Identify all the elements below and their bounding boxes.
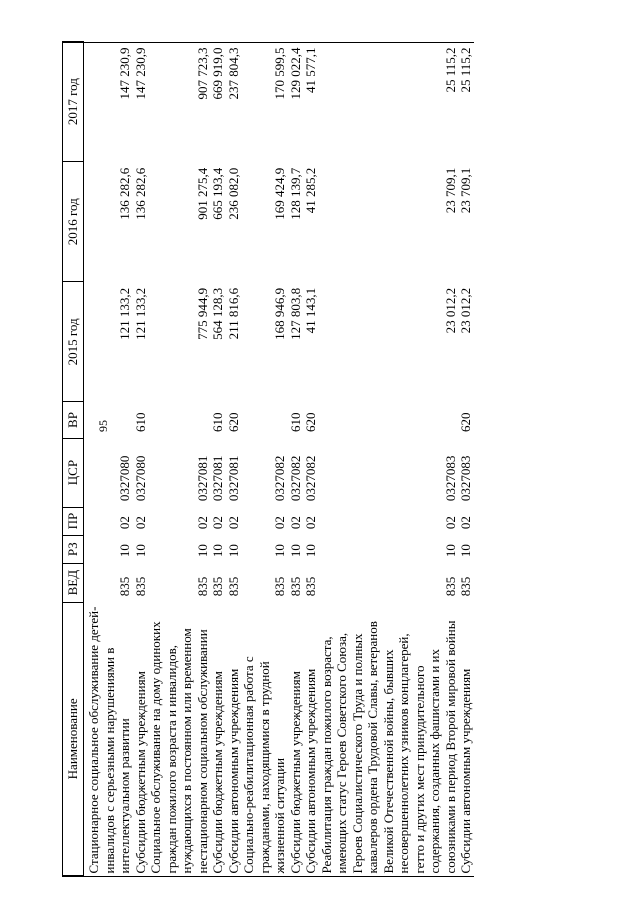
cell-2017: 41 577,1 (303, 47, 318, 93)
cell-csr: 0327080 (117, 455, 132, 502)
cell-vr (148, 402, 210, 438)
cell-ved: 835 (132, 576, 148, 597)
page-number: 95 (96, 420, 110, 432)
cell-csr: 0327081 (225, 455, 241, 502)
cell-pr: 02 (132, 516, 148, 530)
header-2017: 2017 год (63, 42, 84, 162)
cell-2016: 136 282,6 (117, 167, 132, 220)
header-2016: 2016 год (63, 162, 84, 282)
cell-ved: 835 (272, 576, 287, 597)
table-row (319, 42, 459, 876)
table-row (84, 42, 133, 876)
cell-2017: 237 804,3 (225, 47, 241, 100)
cell-2016: 23 709,1 (442, 167, 458, 214)
table-row (148, 42, 210, 876)
cell-vr: 610 (287, 412, 303, 433)
cell-2017: 669 919,0 (210, 47, 225, 100)
cell-pr: 02 (272, 516, 287, 530)
table-row (133, 42, 149, 876)
cell-2016: 41 285,2 (303, 167, 318, 214)
cell-rz: 10 (194, 544, 210, 558)
cell-2015: 127 803,8 (287, 287, 303, 340)
cell-csr: 0327082 (287, 455, 303, 502)
cell-2017: 25 115,2 (442, 47, 458, 93)
cell-vr: 620 (303, 412, 318, 433)
header-name: Наименование (63, 602, 84, 875)
cell-vr (319, 402, 459, 438)
table-frame (62, 42, 474, 877)
cell-2016: 23 709,1 (458, 167, 473, 214)
table-row (226, 42, 242, 876)
cell-name: Реабилитация граждан пожилого возраста, имеющих статус Героев Советского Союза, Героев Социалистического Труда и полных кавалеров ордена Трудовой Славы, ветеранов Великой Отечественной войны, бывших несовершеннолетних узников концлагерей, гетто и других мест принудительного содержания, созданных фашистами и их союзниками в период Второй мировой войны (318, 620, 458, 874)
cell-ved: 835 (442, 576, 458, 597)
cell-ved: 835 (225, 576, 241, 597)
cell-2016: 236 082,0 (225, 167, 241, 220)
cell-2015: 564 128,3 (210, 287, 225, 340)
cell-name: Субсидии автономным учреждениям (458, 668, 473, 874)
cell-2015: 41 143,1 (303, 287, 318, 334)
cell-csr: 0327081 (210, 455, 225, 502)
budget-table (62, 41, 474, 876)
cell-rz: 10 (132, 544, 148, 558)
cell-csr: 0327081 (194, 455, 210, 502)
table-row (241, 42, 288, 876)
cell-ved: 835 (458, 576, 473, 597)
cell-2017: 25 115,2 (458, 47, 473, 93)
cell-name: Субсидии бюджетным учреждениям (132, 671, 148, 874)
cell-2017: 170 599,5 (272, 47, 287, 100)
header-ved: ВЕД (63, 563, 84, 602)
cell-2017: 907 723,3 (194, 47, 210, 100)
cell-2015: 23 012,2 (442, 287, 458, 334)
cell-ved: 835 (287, 576, 303, 597)
cell-csr: 0327080 (132, 455, 148, 502)
cell-rz: 10 (287, 544, 303, 558)
table-row (210, 42, 226, 876)
cell-name: Социальное обслуживание на дому одиноких граждан пожилого возраста и инвалидов, нуждающихся в постоянном или временном нестационарном социальном обслуживании (148, 621, 210, 874)
cell-csr: 0327082 (272, 455, 287, 502)
cell-2016: 169 424,9 (272, 167, 287, 220)
cell-pr: 02 (194, 516, 210, 530)
cell-pr: 02 (210, 516, 225, 530)
cell-pr: 02 (117, 516, 132, 530)
cell-2017: 147 230,9 (132, 47, 148, 100)
cell-rz: 10 (117, 544, 132, 558)
cell-vr: 620 (225, 412, 241, 433)
header-rz: РЗ (63, 535, 84, 563)
cell-name: Субсидии автономным учреждениям (303, 668, 318, 874)
cell-2016: 128 139,7 (287, 167, 303, 220)
cell-pr: 02 (287, 516, 303, 530)
cell-ved: 835 (303, 576, 318, 597)
header-csr: ЦСР (63, 438, 84, 507)
cell-rz: 10 (303, 544, 318, 558)
cell-2017: 129 022,4 (287, 47, 303, 100)
cell-vr (84, 402, 133, 438)
table-header-row (63, 42, 84, 876)
cell-csr: 0327083 (458, 455, 473, 502)
table-row (458, 42, 474, 876)
cell-2015: 121 133,2 (117, 287, 132, 340)
cell-pr: 02 (442, 516, 458, 530)
cell-2016: 665 193,4 (210, 167, 225, 220)
cell-rz: 10 (458, 544, 473, 558)
cell-2015: 23 012,2 (458, 287, 473, 334)
cell-name: Субсидии автономным учреждениям (225, 668, 241, 874)
cell-name: Стационарное социальное обслуживание детей-инвалидов с серьезными нарушениями в интеллектуальном развитии (86, 606, 132, 874)
cell-2015: 121 133,2 (132, 287, 148, 340)
cell-2016: 901 275,4 (194, 167, 210, 220)
table-row (288, 42, 304, 876)
cell-2017: 147 230,9 (117, 47, 132, 100)
cell-name: Социально-реабилитационная работа с гражданами, находящимися в трудной жизненной ситуации (241, 656, 287, 874)
cell-vr: 620 (458, 412, 473, 433)
cell-rz: 10 (210, 544, 225, 558)
header-pr: ПР (63, 507, 84, 535)
cell-2016: 136 282,6 (132, 167, 148, 220)
cell-vr: 610 (210, 412, 225, 433)
table-row (303, 42, 319, 876)
cell-vr (241, 402, 288, 438)
cell-vr: 610 (132, 412, 148, 433)
budget-table-rotated (62, 42, 587, 877)
cell-ved: 835 (117, 576, 132, 597)
cell-csr: 0327082 (303, 455, 318, 502)
header-2015: 2015 год (63, 282, 84, 402)
cell-rz: 10 (272, 544, 287, 558)
header-vr: ВР (63, 402, 84, 438)
cell-2015: 168 946,9 (272, 287, 287, 340)
cell-2015: 775 944,9 (194, 287, 210, 340)
cell-rz: 10 (225, 544, 241, 558)
cell-name: Субсидии бюджетным учреждениям (287, 671, 303, 874)
cell-pr: 02 (458, 516, 473, 530)
cell-ved: 835 (210, 576, 225, 597)
cell-name: Субсидии бюджетным учреждениям (210, 671, 225, 874)
cell-ved: 835 (194, 576, 210, 597)
cell-2015: 211 816,6 (225, 287, 241, 340)
cell-pr: 02 (225, 516, 241, 530)
cell-pr: 02 (303, 516, 318, 530)
cell-csr: 0327083 (442, 455, 458, 502)
cell-rz: 10 (442, 544, 458, 558)
